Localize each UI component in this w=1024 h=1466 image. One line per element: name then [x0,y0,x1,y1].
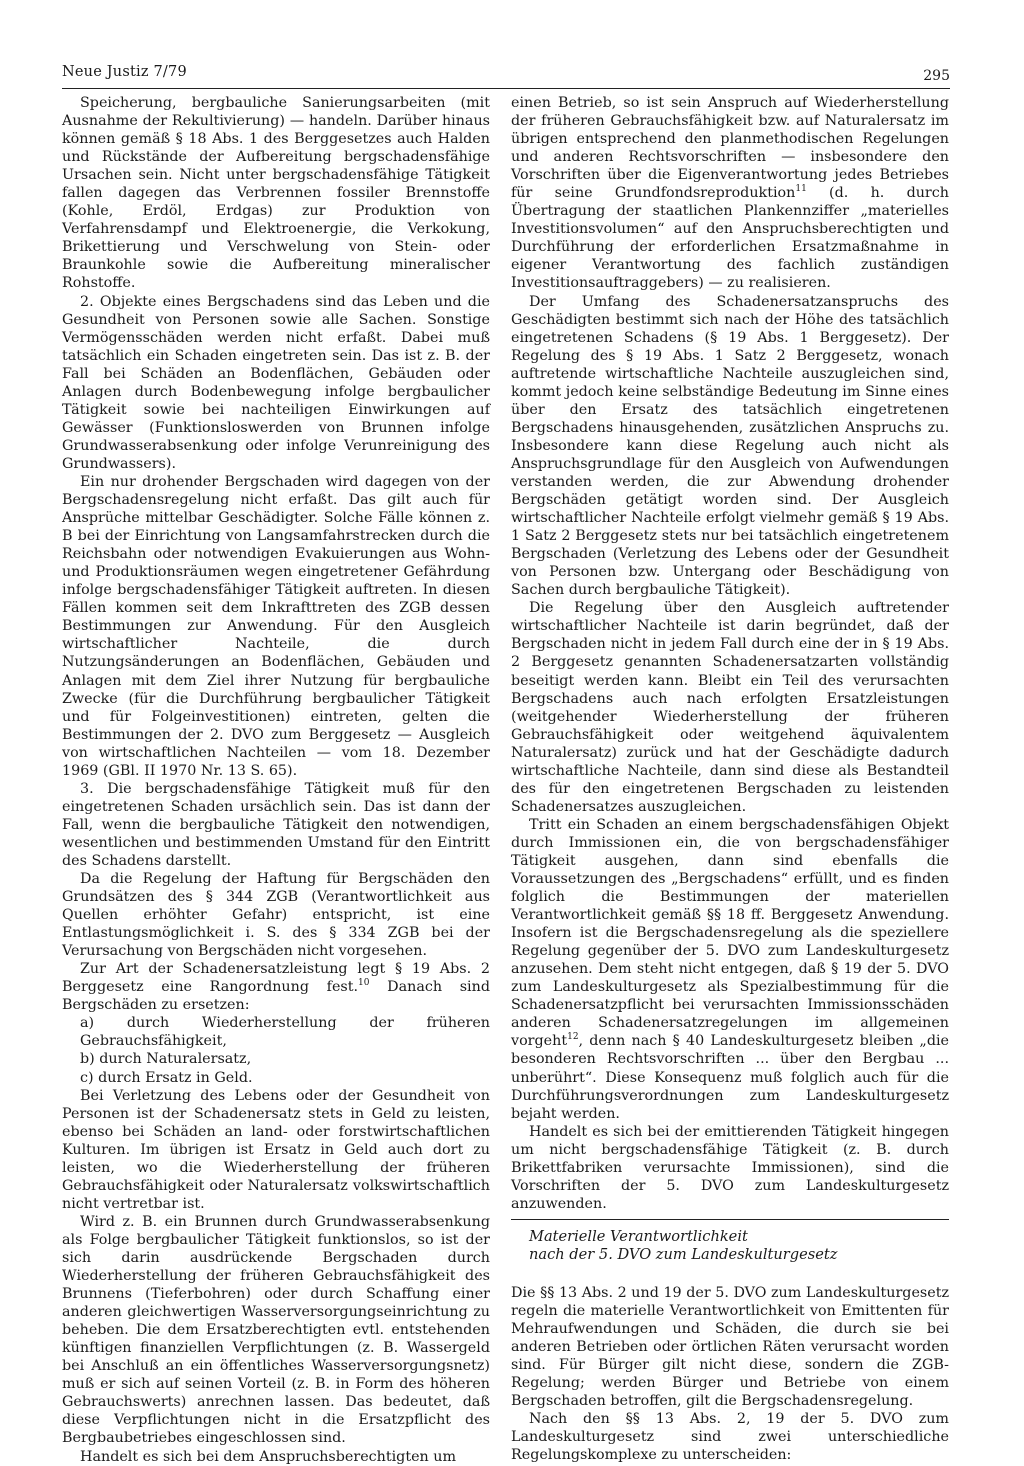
paragraph: Nach den §§ 13 Abs. 2, 19 der 5. DVO zum Landeskulturgesetz sind zwei unterschiedliche Regelungskomplexe zu unterscheiden: [511,1411,949,1464]
list-item: b) durch Naturalersatz, [80,1051,252,1068]
paragraph: Die Regelung über den Ausgleich auftretender wirtschaftlicher Nachteile ist darin begründet, daß der Bergschaden nicht in jedem Fall durch eine der in § 19 Abs. 2 Berggesetz genannten Schadenersatzarten vollständig beseitigt werden kann. Bleibt ein Teil des verursachten Bergschadens auch nach erfolgten Ersatzleistungen (weitgehender Wiederherstellung der früheren Gebrauchsfähigkeit oder weitgehend äquivalentem Naturalersatz) zurück und hat der Geschädigte dadurch wirtschaftliche Nachteile, dann sind diese als Bestandteil des für den eingetretenen Bergschaden zu leistenden Schadenersatzes auszugleichen. [511,600,949,815]
paragraph: Bei Verletzung des Lebens oder der Gesundheit von Personen ist der Schadenersatz stets in Geld zu leisten, ebenso bei Schäden an land- oder forstwirtschaftlichen Kulturen. Im übrigen ist Ersatz in Geld auch dort zu leisten, wo die Wiederherstellung der früheren Gebrauchsfähigkeit oder Naturalersatz volkswirtschaftlich nicht vertretbar ist. [62,1087,490,1212]
paragraph: Ein nur drohender Bergschaden wird dagegen von der Bergschadensregelung nicht erfaßt. Das gilt auch für Ansprüche mittelbar Geschädigter. Solche Fälle können z. B bei der Einrichtung von Langsamfahrstrecken durch die Reichsbahn oder notwendigen Evakuierungen aus Wohn- und Produktionsräumen wegen eingetretener Gefährdung infolge bergschadensfähiger Tätigkeit auftreten. In diesen Fällen kommen seit dem Inkrafttreten des ZGB dessen Bestimmungen zur Anwendung. Für den Ausgleich wirtschaftlicher Nachteile, die durch Nutzungsänderungen an Bodenflächen, Gebäuden und Anlagen mit dem Ziel ihrer Nutzung für bergbauliche Zwecke (für die Durchführung bergbaulicher Tätigkeit und für Folgeinvestitionen) eintreten, gelten die Bestimmungen der 2. DVO zum Berggesetz — Ausgleich von wirtschaftlichen Nachteilen — vom 18. Dezember 1969 (GBl. II 1970 Nr. 13 S. 65). [62,473,490,779]
section-rule [511,1219,949,1220]
right-column [511,94,949,1464]
footnote-ref: 11 [795,184,807,195]
right-column-bottom [511,1284,949,1464]
right-column-top [511,94,949,1213]
list-item: a) durch Wiederherstellung der früheren Gebrauchsfähigkeit, [80,1015,490,1050]
paragraph: Zur Art der Schadenersatzleistung legt § 19 Abs. 2 Berggesetz eine Rangordnung fest.$^{10}$ Danach sind Bergschäden zu ersetzen: [62,961,490,1014]
journal-title: Neue Justiz 7/79 [62,64,187,80]
paragraph: einen Betrieb, so ist sein Anspruch auf Wiederherstellung der früheren Gebrauchsfähigkeit bzw. auf Naturalersatz im übrigen entsprechend den planmethodischen Regelungen und anderen Rechtsvorschriften — insbesondere den Vorschriften über die Eigenverantwortung jedes Betriebes für seine Grundfondsreproduktion$^{11}$ (d. h. durch Übertragung der staatlichen Plankennziffer „materielles Investitionsvolumen“ auf den Anspruchsberechtigten und Durchführung der erforderlichen Ersatzmaßnahme in eigener Verantwortung des fachlich zuständigen Investitionsauftraggebers) — zu realisieren. [511,95,949,292]
list-item: c) durch Ersatz in Geld. [80,1069,253,1086]
paragraph: Da die Regelung der Haftung für Bergschäden den Grundsätzen des § 344 ZGB (Verantwortlichkeit aus Quellen erhöhter Gefahr) entspricht, ist eine Entlastungsmöglichkeit i. S. des § 334 ZGB bei der Verursachung von Bergschäden nicht vorgesehen. [62,871,490,960]
paragraph: Wird z. B. ein Brunnen durch Grundwasserabsenkung als Folge bergbaulicher Tätigkeit funktionslos, so ist der sich darin ausdrückende Bergschaden durch Wiederherstellung der früheren Gebrauchsfähigkeit des Brunnens (Tieferbohren) oder durch Schaffung einer anderen gleichwertigen Wasserversorgungseinrichtung zu beheben. Die dem Ersatzberechtigten evtl. entstehenden künftigen finanziellen Verpflichtungen (z. B. Wassergeld bei Anschluß an ein öffentliches Wasserversorgungsnetz) muß er sich auf seinen Vorteil (z. B. in Form des höheren Gebrauchswerts) anrechnen lassen. Das bedeutet, daß diese Verpflichtungen nicht in die Ersatzpflicht des Bergbaubetriebes eingeschlossen sind. [62,1213,490,1447]
paragraph: Die §§ 13 Abs. 2 und 19 der 5. DVO zum Landeskulturgesetz regeln die materielle Verantwortlichkeit von Emittenten für Mehraufwendungen und Schäden, die durch sie bei anderen Betrieben oder örtlichen Räten verursacht worden sind. Für Bürger gilt nicht diese, sondern die ZGB-Regelung; werden Bürger und Betriebe von einem Bergschaden betroffen, gilt die Bergschadensregelung. [511,1284,949,1410]
paragraph: Tritt ein Schaden an einem bergschadensfähigen Objekt durch Immissionen ein, die von bergschadensfähiger Tätigkeit ausgehen, dann sind ebenfalls die Voraussetzungen des „Bergschadens“ erfüllt, und es finden folglich die Bestimmungen der materiellen Verantwortlichkeit gemäß §§ 18 ff. Berggesetz Anwendung. Insofern ist die Bergschadensregelung als die speziellere Regelung gegenüber der 5. DVO zum Landeskulturgesetz anzusehen. Dem steht nicht entgegen, daß § 19 der 5. DVO zum Landeskulturgesetz als Spezialbestimmung für die Schadenersatzpflicht bei verursachten Immissionsschäden anderen Schadenersatzregelungen im allgemeinen vorgeht$^{12}$, denn nach § 40 Landeskulturgesetz bleiben „die besonderen Rechtsvorschriften ... über den Bergbau ... unberührt“. Diese Konsequenz muß folglich auch für die Durchführungsverordnungen zum Landeskulturgesetz bejaht werden. [511,816,949,1122]
paragraph: Der Umfang des Schadenersatzanspruchs des Geschädigten bestimmt sich nach der Höhe des tatsächlich eingetretenen Schadens (§ 19 Abs. 1 Berggesetz). Der Regelung des § 19 Abs. 1 Satz 2 Berggesetz, wonach auftretende wirtschaftliche Nachteile auszugleichen sind, kommt jedoch keine selbständige Bedeutung im Sinne eines über den Ersatz des tatsächlich eingetretenen Bergschadens hinausgehenden, zusätzlichen Anspruchs zu. Insbesondere kann diese Regelung auch nicht als Anspruchsgrundlage für den Ausgleich von Aufwendungen verstanden werden, die zur Abwendung drohender Bergschäden getätigt worden sind. Der Ausgleich wirtschaftlicher Nachteile erfolgt vielmehr gemäß § 19 Abs. 1 Satz 2 Berggesetz stets nur bei tatsächlich eingetretenem Bergschaden (Verletzung des Lebens oder der Gesundheit von Personen bzw. Untergang oder Beschädigung von Sachen durch bergbauliche Tätigkeit). [511,293,949,599]
paragraph: Handelt es sich bei dem Anspruchsberechtigten um [80,1448,457,1465]
left-column [62,94,490,1466]
footnote-ref: 10 [358,978,370,989]
paragraph: 3. Die bergschadensfähige Tätigkeit muß für den eingetretenen Schaden ursächlich sein. Das ist dann der Fall, wenn die bergbauliche Tätigkeit den notwendigen, wesentlichen und bestimmenden Umstand für den Eintritt des Schadens darstellt. [62,780,490,869]
section-heading-line-2: nach der 5. DVO zum Landeskulturgesetz [529,1245,838,1263]
page-header [62,64,950,89]
paragraph: 2. Objekte eines Bergschadens sind das Leben und die Gesundheit von Personen sowie alle Sachen. Sonstige Vermögensschäden werden nicht erfaßt. Dabei muß tatsächlich ein Schaden eingetreten sein. Das ist z. B. der Fall bei Schäden an Bodenflächen, Gebäuden oder Anlagen durch Bodenbewegung infolge bergbaulicher Tätigkeit sowie bei nachteiligen Einwirkungen auf Gewässer (Funktionsloswerden von Brunnen infolge Grundwasserabsenkung oder infolge Verunreinigung des Grundwassers). [62,293,490,472]
page-number: 295 [923,68,950,84]
footnote-ref: 12 [567,1032,579,1043]
section-heading-line-1: Materielle Verantwortlichkeit [529,1227,748,1245]
paragraph: Handelt es sich bei der emittierenden Tätigkeit hingegen um nicht bergschadensfähige Tätigkeit (z. B. durch Brikettfabriken verursachte Immissionen), sind die Vorschriften der 5. DVO zum Landeskulturgesetz anzuwenden. [511,1123,949,1212]
paragraph: Speicherung, bergbauliche Sanierungsarbeiten (mit Ausnahme der Rekultivierung) — handeln. Darüber hinaus können gemäß § 18 Abs. 1 des Berggesetzes auch Halden und Rückstände der Aufbereitung bergschadensfähige Ursachen sein. Nicht unter bergschadensfähige Tätigkeit fallen dagegen das Verbrennen fossiler Brennstoffe (Kohle, Erdöl, Erdgas) zur Produktion von Verfahrensdampf und Elektroenergie, die Verkokung, Brikettierung und Verschwelung von Stein- oder Braunkohle sowie die Aufbereitung mineralischer Rohstoffe. [62,95,490,292]
